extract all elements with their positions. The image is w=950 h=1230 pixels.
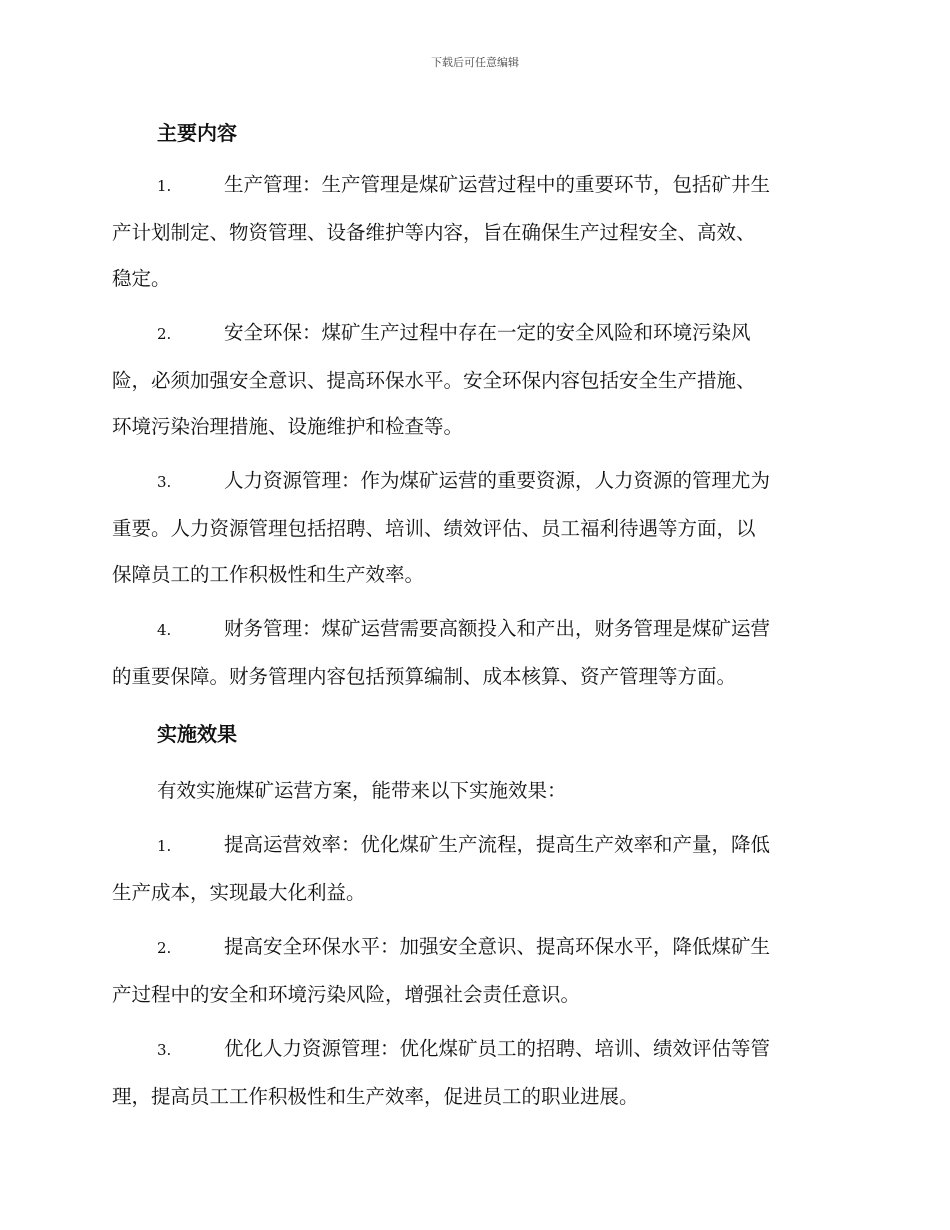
section-heading-main-content: 主要内容: [157, 121, 237, 145]
item-text: 优化人力资源管理：优化煤矿员工的招聘、培训、绩效评估等管: [224, 1037, 771, 1060]
item-number: 4.: [157, 621, 172, 639]
item-number: 3.: [157, 1041, 172, 1059]
intro-paragraph: 有效实施煤矿运营方案，能带来以下实施效果：: [157, 779, 567, 802]
section-heading-implementation-effect: 实施效果: [157, 722, 237, 746]
item-text: 稳定。: [112, 267, 171, 290]
item-text: 的重要保障。财务管理内容包括预算编制、成本核算、资产管理等方面。: [112, 664, 737, 688]
list-item: [112, 1026, 838, 1120]
list-item: [112, 310, 838, 451]
item-text: 环境污染治理措施、设施维护和检查等。: [112, 415, 464, 438]
list-item: [112, 924, 838, 1018]
list-item: [112, 162, 838, 303]
page-header: 下载后可任意编辑: [431, 56, 519, 69]
list-item: [112, 606, 838, 700]
item-number: 3.: [157, 473, 172, 491]
list-item: [112, 458, 838, 599]
item-text: 生产管理：生产管理是煤矿运营过程中的重要环节，包括矿井生: [224, 173, 771, 196]
item-text: 重要。人力资源管理包括招聘、培训、绩效评估、员工福利待遇等方面，以: [112, 516, 756, 540]
item-number: 2.: [157, 939, 172, 957]
item-text: 人力资源管理：作为煤矿运营的重要资源，人力资源的管理尤为: [224, 469, 771, 492]
item-text: 险，必须加强安全意识、提高环保水平。安全环保内容包括安全生产措施、: [112, 368, 756, 392]
item-text: 安全环保：煤矿生产过程中存在一定的安全风险和环境污染风: [224, 321, 751, 344]
item-number: 2.: [157, 325, 172, 343]
item-text: 生产成本，实现最大化利益。: [112, 880, 366, 904]
item-text: 保障员工的工作积极性和生产效率。: [112, 563, 425, 586]
item-text: 理，提高员工工作积极性和生产效率，促进员工的职业进展。: [112, 1084, 639, 1108]
list-item: [112, 822, 838, 916]
item-text: 提高运营效率：优化煤矿生产流程，提高生产效率和产量，降低: [224, 833, 771, 856]
item-text: 财务管理：煤矿运营需要高额投入和产出，财务管理是煤矿运营: [224, 617, 771, 640]
item-text: 提高安全环保水平：加强安全意识、提高环保水平，降低煤矿生: [224, 935, 771, 958]
item-number: 1.: [157, 837, 172, 855]
item-number: 1.: [157, 177, 172, 195]
item-text: 产过程中的安全和环境污染风险，增强社会责任意识。: [112, 982, 581, 1006]
item-text: 产计划制定、物资管理、设备维护等内容，旨在确保生产过程安全、高效、: [112, 220, 756, 244]
